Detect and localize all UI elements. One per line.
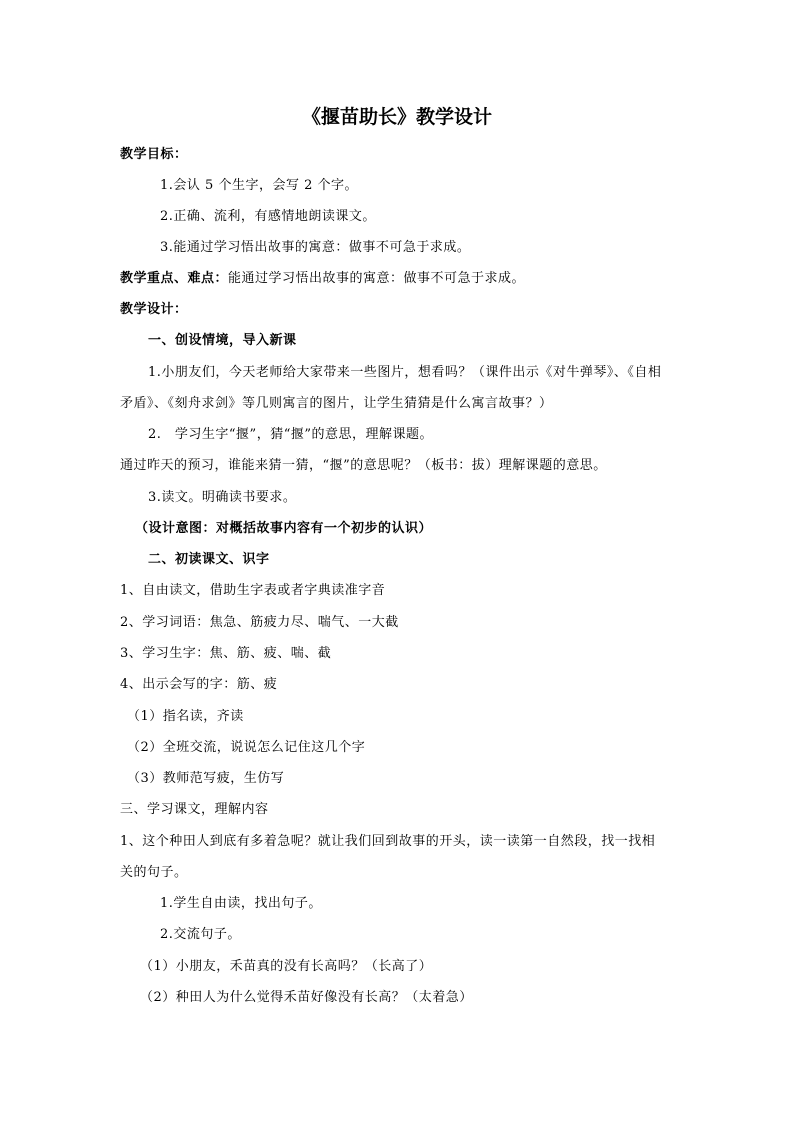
objective-item: 3.能通过学习悟出故事的寓意：做事不可急于求成。: [160, 240, 471, 255]
section3-step: 2.交流句子。: [160, 927, 241, 942]
section2-item: 1、自由读文，借助生字表或者字典读准字音: [120, 583, 386, 598]
section2-item: 4、出示会写的字：筋、疲: [120, 677, 278, 692]
objective-item: 1.会认 5 个生字，会写 2 个字。: [160, 178, 358, 193]
section2-item: 3、学习生字：焦、筋、疲、喘、截: [120, 646, 332, 661]
section3-item1-line1: 1、这个种田人到底有多着急呢？就让我们回到故事的开头，读一读第一自然段，找一找相: [120, 834, 656, 849]
section1-design-intent: （设计意图：对概括故事内容有一个初步的认识）: [135, 521, 433, 536]
section3-step: 1.学生自由读，找出句子。: [160, 896, 322, 911]
section1-item3: 3.读文。明确读书要求。: [148, 490, 297, 505]
section3-qa: （2）种田人为什么觉得禾苗好像没有长高？（太着急）: [140, 990, 473, 1005]
objectives-heading: 教学目标：: [120, 147, 188, 162]
section2-subitem: （2）全班交流，说说怎么记住这几个字: [127, 740, 366, 755]
key-points-text: 能通过学习悟出故事的寓意：做事不可急于求成。: [228, 271, 526, 286]
section2-heading: 二、初读课文、识字: [148, 552, 270, 567]
section1-item2-followup: 通过昨天的预习，谁能来猜一猜，“揠”的意思呢？（板书：拔）理解课题的意思。: [120, 458, 607, 473]
section1-item1-line1: 1.小朋友们，今天老师给大家带来一些图片，想看吗？（课件出示《对牛弹琴》、《自相: [148, 365, 662, 380]
section2-subitem: （1）指名读，齐读: [127, 709, 244, 724]
section1-heading: 一、创设情境，导入新课: [148, 333, 297, 348]
section3-heading: 三、学习课文，理解内容: [120, 802, 269, 817]
section1-item2: 2. 学习生字“揠”，猜“揠”的意思，理解课题。: [148, 427, 433, 442]
document-title: 《揠苗助长》教学设计: [301, 106, 492, 128]
section1-item1-line2: 矛盾》、《刻舟求剑》等几则寓言的图片，让学生猜猜是什么寓言故事？）: [120, 396, 553, 411]
section3-qa: （1）小朋友，禾苗真的没有长高吗？（长高了）: [140, 959, 433, 974]
objective-item: 2.正确、流利，有感情地朗读课文。: [160, 209, 376, 224]
section3-item1-line2: 关的句子。: [120, 865, 188, 880]
key-points-line: [120, 270, 525, 288]
design-heading: 教学设计：: [120, 302, 188, 317]
key-points-label: 教学重点、难点：: [120, 271, 229, 286]
section2-subitem: （3）教师范写疲，生仿写: [127, 771, 285, 786]
section2-item: 2、学习词语：焦急、筋疲力尽、喘气、一大截: [120, 615, 399, 630]
